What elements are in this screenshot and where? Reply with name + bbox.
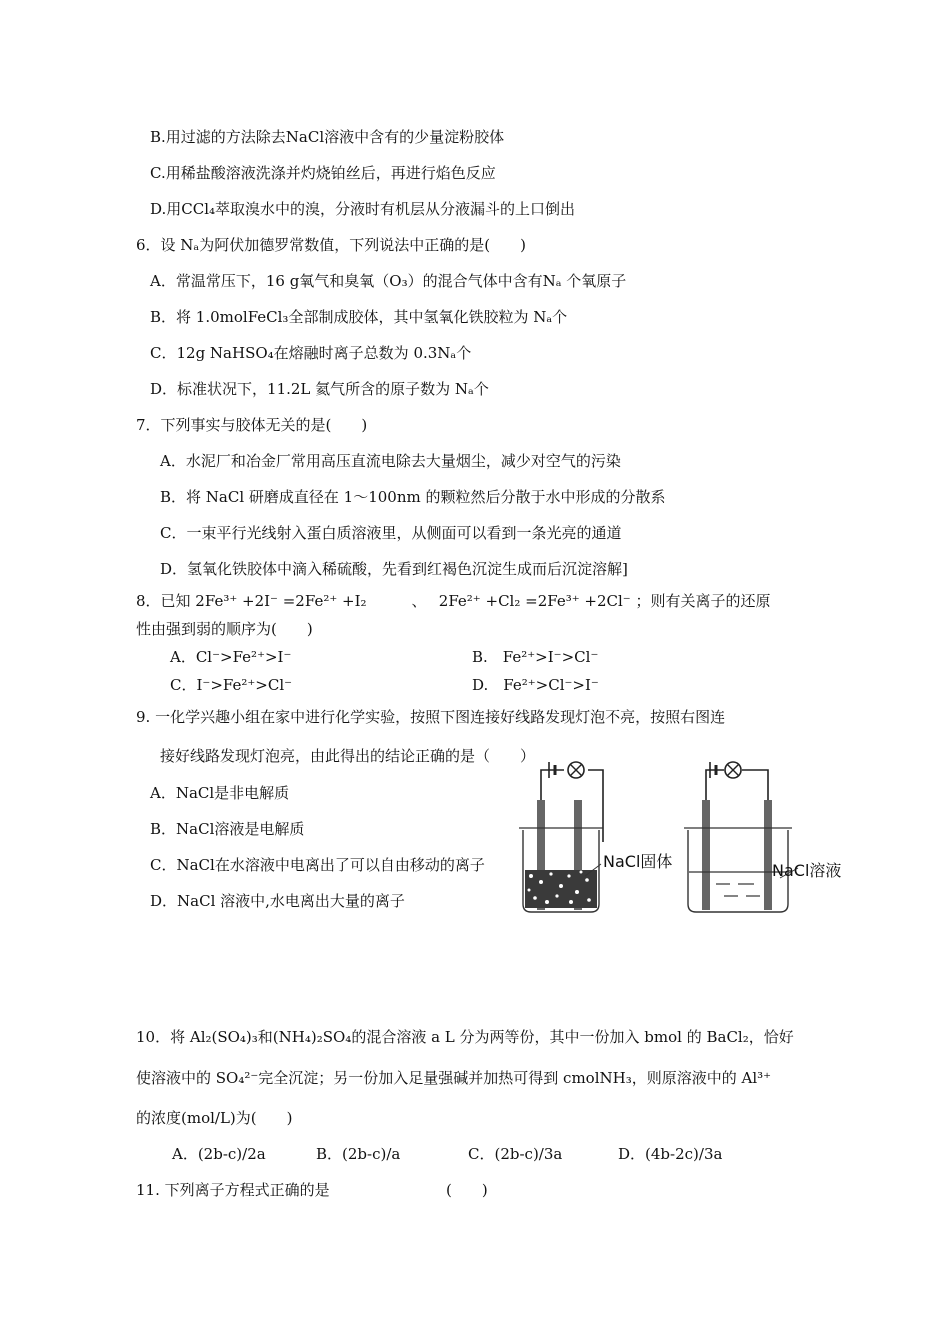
q10-line3: 的浓度(mol/L)为( ) <box>136 1109 293 1127</box>
q9-option-a: A．NaCl是非电解质 <box>150 784 290 802</box>
circuit-diagram-nacl-solution <box>680 752 860 922</box>
q5-option-c: C.用稀盐酸溶液洗涤并灼烧铂丝后，再进行焰色反应 <box>150 164 496 182</box>
q6-option-c: C．12g NaHSO₄在熔融时离子总数为 0.3Nₐ个 <box>150 344 472 362</box>
q8-option-b: B. Fe²⁺>I⁻>Cl⁻ <box>472 648 599 666</box>
q9-stem-line2: 接好线路发现灯泡亮，由此得出的结论正确的是（ ） <box>160 747 536 765</box>
circuit-diagram-nacl-solid <box>515 752 685 922</box>
q8-option-d: D. Fe²⁺>Cl⁻>I⁻ <box>472 676 599 694</box>
q10-option-b: B．(2b-c)/a <box>316 1145 401 1163</box>
fig-label-nacl-solid: NaCl固体 <box>603 852 673 871</box>
q8-stem-line1: 8．已知 2Fe³⁺ +2I⁻ =2Fe²⁺ +I₂ 、 2Fe²⁺ +Cl₂ =2Fe³⁺ +2Cl⁻ ；则有关离子的还原 <box>136 592 771 610</box>
q7-option-d: D．氢氧化铁胶体中滴入稀硫酸，先看到红褐色沉淀生成而后沉淀溶解] <box>160 560 628 578</box>
q10-option-d: D．(4b-2c)/3a <box>618 1145 723 1163</box>
q9-option-c: C．NaCl在水溶液中电离出了可以自由移动的离子 <box>150 856 485 874</box>
fig-label-nacl-solution: NaCl溶液 <box>772 861 842 880</box>
q8-stem-line2: 性由强到弱的顺序为( ) <box>136 620 313 638</box>
q11-answer-paren: ( ) <box>446 1181 488 1199</box>
q5-option-d: D.用CCl₄萃取溴水中的溴，分液时有机层从分液漏斗的上口倒出 <box>150 200 576 218</box>
q6-option-b: B．将 1.0molFeCl₃全部制成胶体，其中氢氧化铁胶粒为 Nₐ个 <box>150 308 568 326</box>
q8-option-a: A．Cl⁻>Fe²⁺>I⁻ <box>170 648 292 666</box>
q6-stem: 6．设 Nₐ为阿伏加德罗常数值，下列说法中正确的是( ) <box>136 236 526 254</box>
q10-option-a: A．(2b-c)/2a <box>172 1145 266 1163</box>
q9-option-d: D．NaCl 溶液中,水电离出大量的离子 <box>150 892 405 910</box>
q10-line2: 使溶液中的 SO₄²⁻完全沉淀；另一份加入足量强碱并加热可得到 cmolNH₃，则原溶液中的 Al³⁺ <box>136 1069 772 1087</box>
q7-option-b: B．将 NaCl 研磨成直径在 1～100nm 的颗粒然后分散于水中形成的分散系 <box>160 488 666 506</box>
q7-option-c: C．一束平行光线射入蛋白质溶液里，从侧面可以看到一条光亮的通道 <box>160 524 622 542</box>
q7-option-a: A．水泥厂和冶金厂常用高压直流电除去大量烟尘，减少对空气的污染 <box>160 452 621 470</box>
q11-stem: 11. 下列离子方程式正确的是 <box>136 1181 330 1199</box>
q10-option-c: C．(2b-c)/3a <box>468 1145 563 1163</box>
q5-option-b: B.用过滤的方法除去NaCl溶液中含有的少量淀粉胶体 <box>150 128 505 146</box>
q7-stem: 7．下列事实与胶体无关的是( ) <box>136 416 368 434</box>
q6-option-d: D．标准状况下，11.2L 氦气所含的原子数为 Nₐ个 <box>150 380 489 398</box>
q8-option-c: C．I⁻>Fe²⁺>Cl⁻ <box>170 676 293 694</box>
q9-option-b: B．NaCl溶液是电解质 <box>150 820 305 838</box>
q10-line1: 10．将 Al₂(SO₄)₃和(NH₄)₂SO₄的混合溶液 a L 分为两等份，其中一份加入 bmol 的 BaCl₂，恰好 <box>136 1028 794 1046</box>
q6-option-a: A．常温常压下，16 g氧气和臭氧（O₃）的混合气体中含有Nₐ 个氧原子 <box>150 272 627 290</box>
q9-stem-line1: 9. 一化学兴趣小组在家中进行化学实验，按照下图连接好线路发现灯泡不亮，按照右图连 <box>136 708 726 726</box>
